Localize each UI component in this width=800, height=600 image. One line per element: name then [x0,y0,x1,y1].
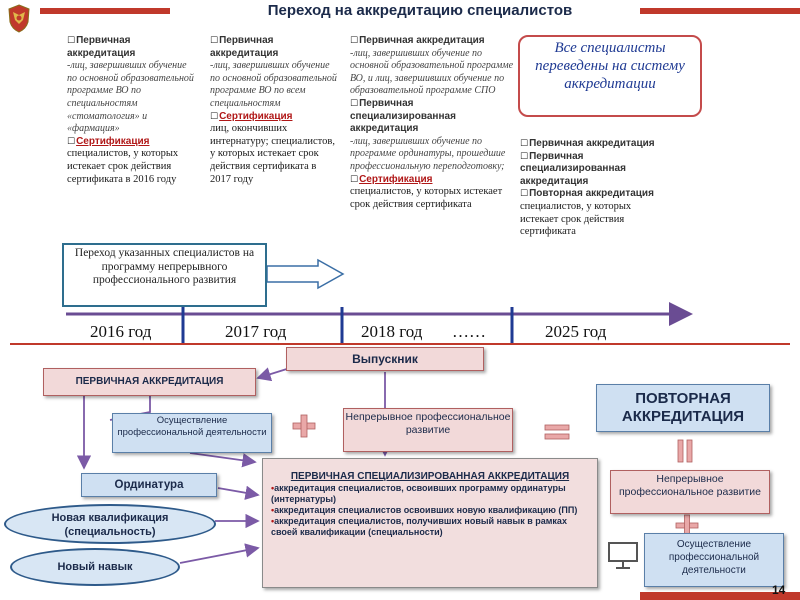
residency-node: Ординатура [81,473,217,497]
certification-label: Сертификация [359,173,433,185]
list-item: Повторная аккредитация [529,188,654,200]
specialized-list [271,483,589,538]
checkbox-icon: ☐ [520,189,529,200]
plus-icon [293,415,315,437]
year-label: 2017 год [225,322,287,341]
checkbox-icon: ☐ [350,36,359,46]
page-title: Переход на аккредитацию специалистов [267,2,573,19]
list-item: •аккредитация специалистов, получивших новый навык в рамках своей квалификации (специальности) [271,516,567,537]
checkbox-icon: ☐ [520,139,529,149]
checkbox-icon: ☐ [350,174,359,185]
year-label: 2018 год [361,322,423,341]
year-label: 2025 год [545,322,607,341]
checkbox-icon: ☐ [210,111,219,122]
timeline-ellipsis: …… [452,322,486,341]
column-heading: Первичная аккредитация [67,35,136,59]
graduate-node: Выпускник [286,347,484,371]
arrow-residency-specialized [218,488,258,495]
new-skill-node: Новый навык [10,548,180,586]
arrow-newskill-specialized [180,548,258,563]
checkbox-icon: ☐ [67,36,76,46]
arrow-practice-specialized [190,453,255,462]
specialized-title: ПЕРВИЧНАЯ СПЕЦИАЛИЗИРОВАННАЯ АККРЕДИТАЦИЯ [290,471,570,482]
certification-text: специалистов, у которых истекает срок действия сертификата в 2016 году [67,148,179,185]
page-number: 14 [772,583,786,597]
primary-accreditation-node: ПЕРВИЧНАЯ АККРЕДИТАЦИЯ [43,368,256,396]
specialized-heading: Первичная специализированная аккредитация [350,97,456,135]
column-heading: Первичная аккредитация [210,35,279,59]
checkbox-icon: ☐ [210,36,219,46]
cpd-node: Непрерывное профессиональное развитие [343,408,513,452]
transition-box: Переход указанных специалистов на программу непрерывного профессионального развития [62,243,267,307]
practice-right-node: Осуществление профессиональной деятельности [644,533,784,587]
repeat-accreditation-node: ПОВТОРНАЯ АККРЕДИТАЦИЯ [596,384,770,432]
column-italic-text: -лиц, завершивших обучение по основной образовательной программе ВО по всем специальностям [210,60,337,109]
certification-label: Сертификация [76,135,150,147]
repeat-accreditation-text: специалистов, у которых истекает срок действия сертификата [520,200,632,238]
cpd-right-node: Непрерывное профессиональное развитие [610,470,770,514]
list-item: Первичная специализированная аккредитация [520,150,626,187]
specialized-italic-text: -лиц, завершивших обучение по программе ординатуры, прошедшие профессиональную переподготовку; [350,135,506,172]
checkbox-icon: ☐ [67,136,76,147]
checkbox-icon: ☐ [350,98,359,109]
column-heading: Первичная аккредитация [359,35,485,46]
certification-text: лиц, окончивших интернатуру; специалистов, у которых истекает срок действия сертификата в 2017 году [210,123,335,185]
list-item: •аккредитация специалистов, освоивших программу ординатуры (интернатуры) [271,483,566,504]
transition-arrow [267,260,343,288]
new-qualification-node: Новая квалификация (специальность) [4,504,216,544]
certification-label: Сертификация [219,110,293,122]
list-item: Первичная аккредитация [529,138,655,149]
column-italic-text: -лиц, завершивших обучение по основной образовательной программе ВО по специальностям «стоматология» и «фармация» [67,60,194,135]
specialized-accreditation-box [262,458,598,588]
column-italic-text: -лиц, завершивших обучение по основной образовательной программе ВО, и лиц, завершивших обучение по образовательной программе СПО [350,47,514,97]
checkbox-icon: ☐ [520,151,529,162]
equals-icon-vertical [678,440,692,462]
year-label: 2016 год [90,322,152,341]
certification-text: специалистов, у которых истекает срок действия сертификата [350,186,503,210]
practice-node: Осуществление профессиональной деятельности [112,413,272,453]
all-specialists-box: Все специалисты переведены на систему аккредитации [518,35,702,117]
presentation-icon [606,540,640,570]
list-item: •аккредитация специалистов освоивших новую квалификацию (ПП) [271,505,578,515]
equals-icon [545,425,569,439]
